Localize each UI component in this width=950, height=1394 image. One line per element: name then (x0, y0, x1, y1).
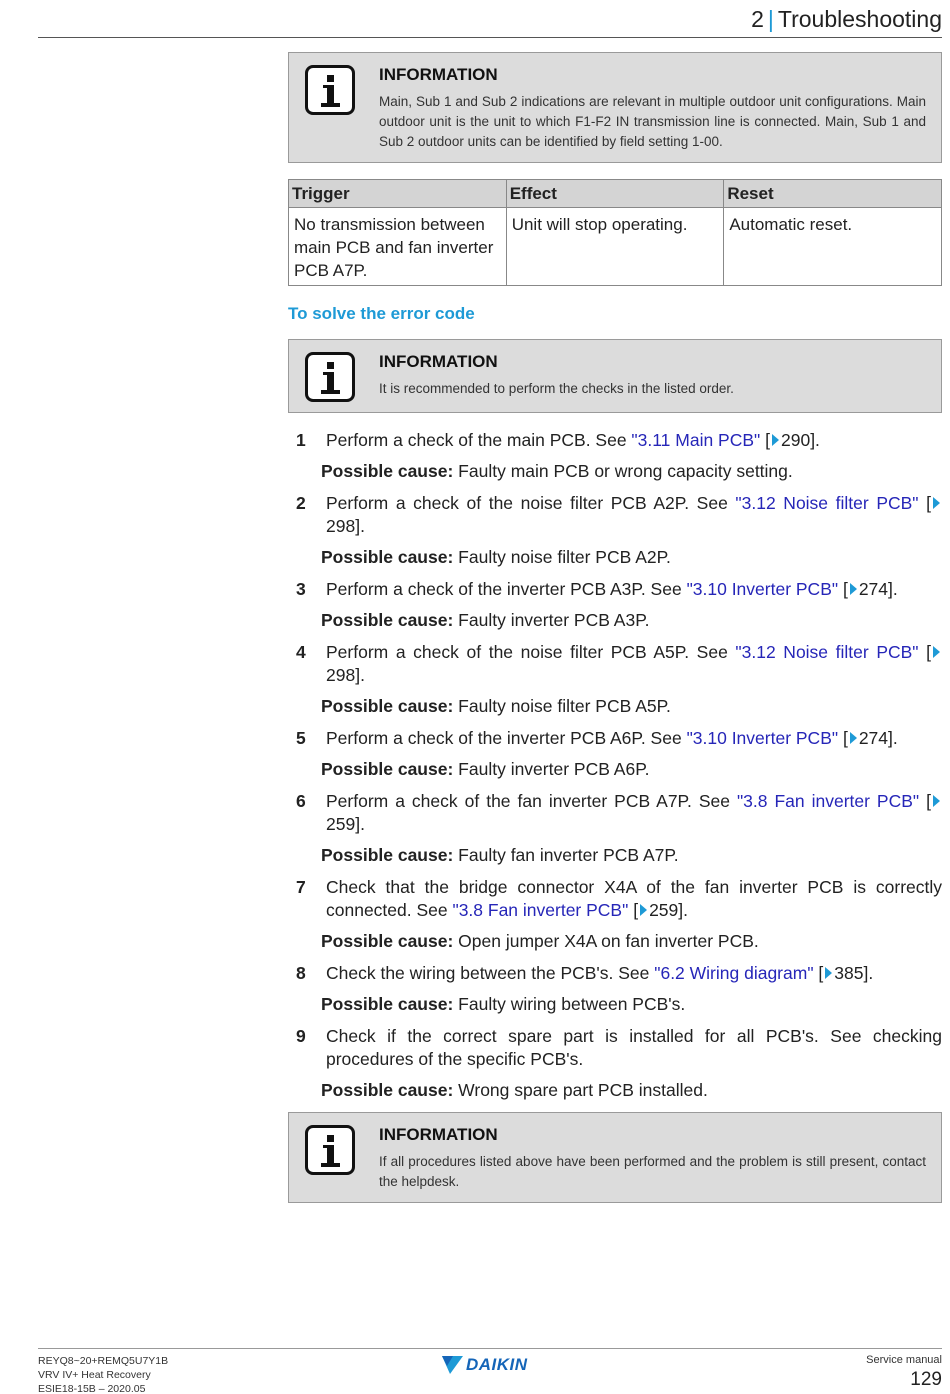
page-arrow-icon (772, 434, 779, 446)
page-footer (38, 1348, 942, 1394)
step-text: Check if the correct spare part is installed for all PCB's. See checking procedures of the specific PCB's. (326, 1026, 942, 1069)
page-reference: 259 (649, 900, 679, 920)
step-text: Perform a check of the inverter PCB A6P. See "3.10 Inverter PCB" [ 274]. (326, 728, 898, 748)
information-box-3 (288, 1112, 942, 1203)
list-item (288, 962, 942, 1016)
page-arrow-icon (640, 904, 647, 916)
page-header (38, 0, 942, 38)
cross-reference-link[interactable]: "3.8 Fan inverter PCB" (736, 791, 920, 811)
information-icon (305, 65, 355, 115)
cross-reference-link[interactable]: "3.12 Noise filter PCB" (735, 642, 919, 662)
step-number: 2 (296, 493, 306, 513)
step-text: Perform a check of the inverter PCB A3P. See "3.10 Inverter PCB" [ 274]. (326, 579, 898, 599)
trigger-table (288, 179, 942, 286)
page-reference: 298 (326, 665, 356, 685)
page-reference: 298 (326, 516, 356, 536)
page-reference: 274 (858, 579, 889, 599)
cross-reference-link[interactable]: "3.11 Main PCB" (631, 430, 761, 450)
table-header-trigger: Trigger (289, 180, 507, 208)
step-text: Perform a check of the fan inverter PCB A7P. See "3.8 Fan inverter PCB" [259]. (326, 790, 942, 836)
information-icon (305, 352, 355, 402)
main-content (288, 52, 942, 1203)
footer-document-info (38, 1354, 168, 1394)
page-reference: 274 (858, 728, 889, 748)
page-arrow-icon (933, 795, 940, 807)
information-title: INFORMATION (379, 352, 498, 371)
table-cell-trigger: No transmission between main PCB and fan inverter PCB A7P. (289, 208, 507, 286)
list-item (288, 641, 942, 718)
cross-reference-link[interactable]: "3.8 Fan inverter PCB" (452, 900, 629, 920)
header-separator: | (767, 6, 774, 32)
possible-cause: Possible cause: Faulty main PCB or wrong capacity setting. (321, 461, 793, 481)
step-text: Check the wiring between the PCB's. See "6.2 Wiring diagram" [ 385]. (326, 963, 874, 983)
page-arrow-icon (825, 967, 832, 979)
possible-cause: Possible cause: Open jumper X4A on fan inverter PCB. (321, 931, 759, 951)
step-number: 3 (296, 579, 306, 599)
page-arrow-icon (850, 583, 857, 595)
step-number: 8 (296, 963, 306, 983)
information-box-1 (288, 52, 942, 163)
table-header-row (289, 180, 942, 208)
header-title (751, 6, 942, 33)
table-cell-effect: Unit will stop operating. (506, 208, 724, 286)
cross-reference-link[interactable]: "6.2 Wiring diagram" (654, 963, 814, 983)
table-header-effect: Effect (506, 180, 724, 208)
page-arrow-icon (850, 732, 857, 744)
possible-cause: Possible cause: Faulty fan inverter PCB A7P. (321, 845, 679, 865)
page-reference: 385 (834, 963, 864, 983)
cross-reference-link[interactable]: "3.10 Inverter PCB" (686, 728, 839, 748)
footer-model: REYQ8~20+REMQ5U7Y1B (38, 1355, 169, 1367)
section-heading: To solve the error code (288, 304, 475, 323)
possible-cause: Possible cause: Faulty inverter PCB A3P. (321, 610, 650, 630)
step-text: Perform a check of the noise filter PCB A5P. See "3.12 Noise filter PCB" [298]. (326, 641, 942, 687)
daikin-logo (438, 1354, 528, 1376)
step-number: 9 (296, 1026, 306, 1046)
footer-manual-type: Service manual (866, 1354, 942, 1366)
footer-product: VRV IV+ Heat Recovery (38, 1369, 151, 1381)
step-number: 7 (296, 877, 306, 897)
footer-doc-code: ESIE18-15B – 2020.05 (38, 1383, 146, 1394)
list-item (288, 492, 942, 569)
information-text: Main, Sub 1 and Sub 2 indications are relevant in multiple outdoor unit configurations. Main outdoor unit is the unit to which F1-F2 IN transmission line is connected. Main, Sub 1 and Sub 2 outdoor units can be identified by field setting 1-00. (379, 94, 926, 149)
page-arrow-icon (933, 497, 940, 509)
chapter-title: Troubleshooting (777, 6, 942, 32)
possible-cause: Possible cause: Faulty noise filter PCB A2P. (321, 547, 671, 567)
information-box-2 (288, 339, 942, 413)
page-reference: 259 (326, 814, 356, 834)
step-number: 6 (296, 791, 306, 811)
step-number: 5 (296, 728, 306, 748)
step-number: 1 (296, 430, 306, 450)
possible-cause: Possible cause: Wrong spare part PCB installed. (321, 1080, 708, 1100)
information-title: INFORMATION (379, 65, 498, 84)
table-row (289, 208, 942, 286)
information-text: It is recommended to perform the checks in the listed order. (379, 381, 734, 396)
step-number: 4 (296, 642, 306, 662)
possible-cause: Possible cause: Faulty noise filter PCB A5P. (321, 696, 671, 716)
information-text: If all procedures listed above have been performed and the problem is still present, contact the helpdesk. (379, 1154, 926, 1189)
daikin-logo-mark-icon (438, 1355, 464, 1375)
chapter-number: 2 (751, 6, 764, 32)
list-item (288, 1025, 942, 1102)
cross-reference-link[interactable]: "3.10 Inverter PCB" (686, 579, 839, 599)
list-item (288, 578, 942, 632)
table-cell-reset: Automatic reset. (724, 208, 942, 286)
step-text: Check that the bridge connector X4A of the fan inverter PCB is correctly connected. See "3.8 Fan inverter PCB" [ 259]. (326, 877, 942, 920)
cross-reference-link[interactable]: "3.12 Noise filter PCB" (735, 493, 919, 513)
page-reference: 290 (780, 430, 811, 450)
table-header-reset: Reset (724, 180, 942, 208)
check-steps-list (288, 429, 942, 1102)
information-icon (305, 1125, 355, 1175)
page-number: 129 (910, 1369, 942, 1390)
list-item (288, 876, 942, 953)
footer-page-info (866, 1354, 942, 1391)
list-item (288, 727, 942, 781)
possible-cause: Possible cause: Faulty wiring between PCB's. (321, 994, 686, 1014)
list-item (288, 429, 942, 483)
possible-cause: Possible cause: Faulty inverter PCB A6P. (321, 759, 650, 779)
page-arrow-icon (933, 646, 940, 658)
information-title: INFORMATION (379, 1125, 498, 1144)
list-item (288, 790, 942, 867)
step-text: Perform a check of the main PCB. See "3.11 Main PCB" [ 290]. (326, 430, 820, 450)
step-text: Perform a check of the noise filter PCB A2P. See "3.12 Noise filter PCB" [298]. (326, 492, 942, 538)
daikin-logo-text: DAIKIN (466, 1355, 528, 1374)
